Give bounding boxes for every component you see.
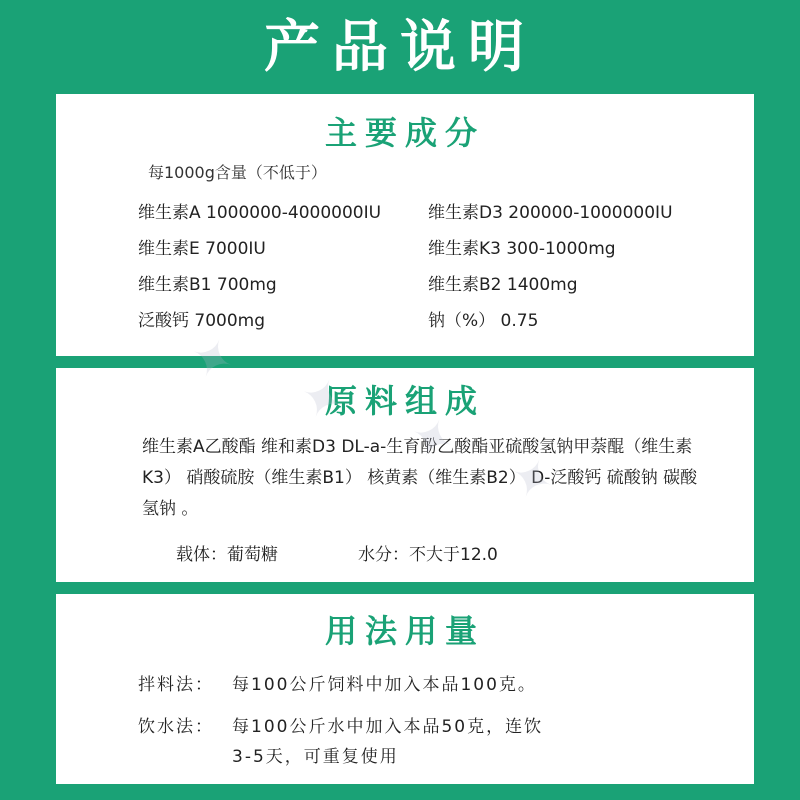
ingredient-vitamin-b1: 维生素B1 700mg	[138, 275, 277, 295]
carrier-text: 载体：葡萄糖	[176, 545, 278, 565]
usage-panel	[56, 594, 754, 784]
ingredient-vitamin-e: 维生素E 7000IU	[138, 239, 266, 259]
water-method-label: 饮水法：	[138, 717, 214, 737]
ingredient-vitamin-d3: 维生素D3 200000-1000000IU	[428, 203, 673, 223]
water-method-text: 每100公斤水中加入本品50克，连饮	[232, 717, 544, 737]
ingredients-panel	[56, 94, 754, 356]
mix-method-text: 每100公斤饲料中加入本品100克。	[232, 675, 537, 695]
moisture-text: 水分：不大于12.0	[358, 545, 498, 565]
watermark-glyph: ✦	[181, 324, 243, 396]
ingredient-calcium-pantothenate: 泛酸钙 7000mg	[138, 311, 266, 331]
raw-materials-text: 维生素A乙酸酯 维和素D3 DL-a-生育酚乙酸酯亚硫酸氢钠甲萘醌（维生素K3） 硝酸硫胺（维生素B1） 核黄素（维生素B2） D-泛酸钙 硫酸钠 碳酸氢钠 。	[142, 437, 698, 519]
watermark-glyph: ✦	[401, 404, 463, 476]
watermark-glyph: ✦	[291, 364, 353, 436]
raw-materials-title: 原料组成	[324, 382, 485, 420]
mix-method-label: 拌料法：	[138, 675, 214, 695]
ingredient-vitamin-b2: 维生素B2 1400mg	[428, 275, 578, 295]
ingredients-basis: 每1000g含量（不低于）	[148, 163, 327, 182]
ingredient-vitamin-a: 维生素A 1000000-4000000IU	[138, 203, 382, 223]
ingredients-title: 主要成分	[324, 114, 485, 152]
ingredient-sodium: 钠（%） 0.75	[428, 311, 539, 331]
ingredient-vitamin-k3: 维生素K3 300-1000mg	[428, 239, 616, 259]
watermark-glyph: ✦	[501, 444, 563, 516]
usage-title: 用法用量	[324, 612, 485, 650]
water-method-text-continued: 3-5天，可重复使用	[232, 747, 399, 767]
page-title: 产品说明	[264, 15, 536, 80]
raw-materials-panel	[56, 368, 754, 582]
